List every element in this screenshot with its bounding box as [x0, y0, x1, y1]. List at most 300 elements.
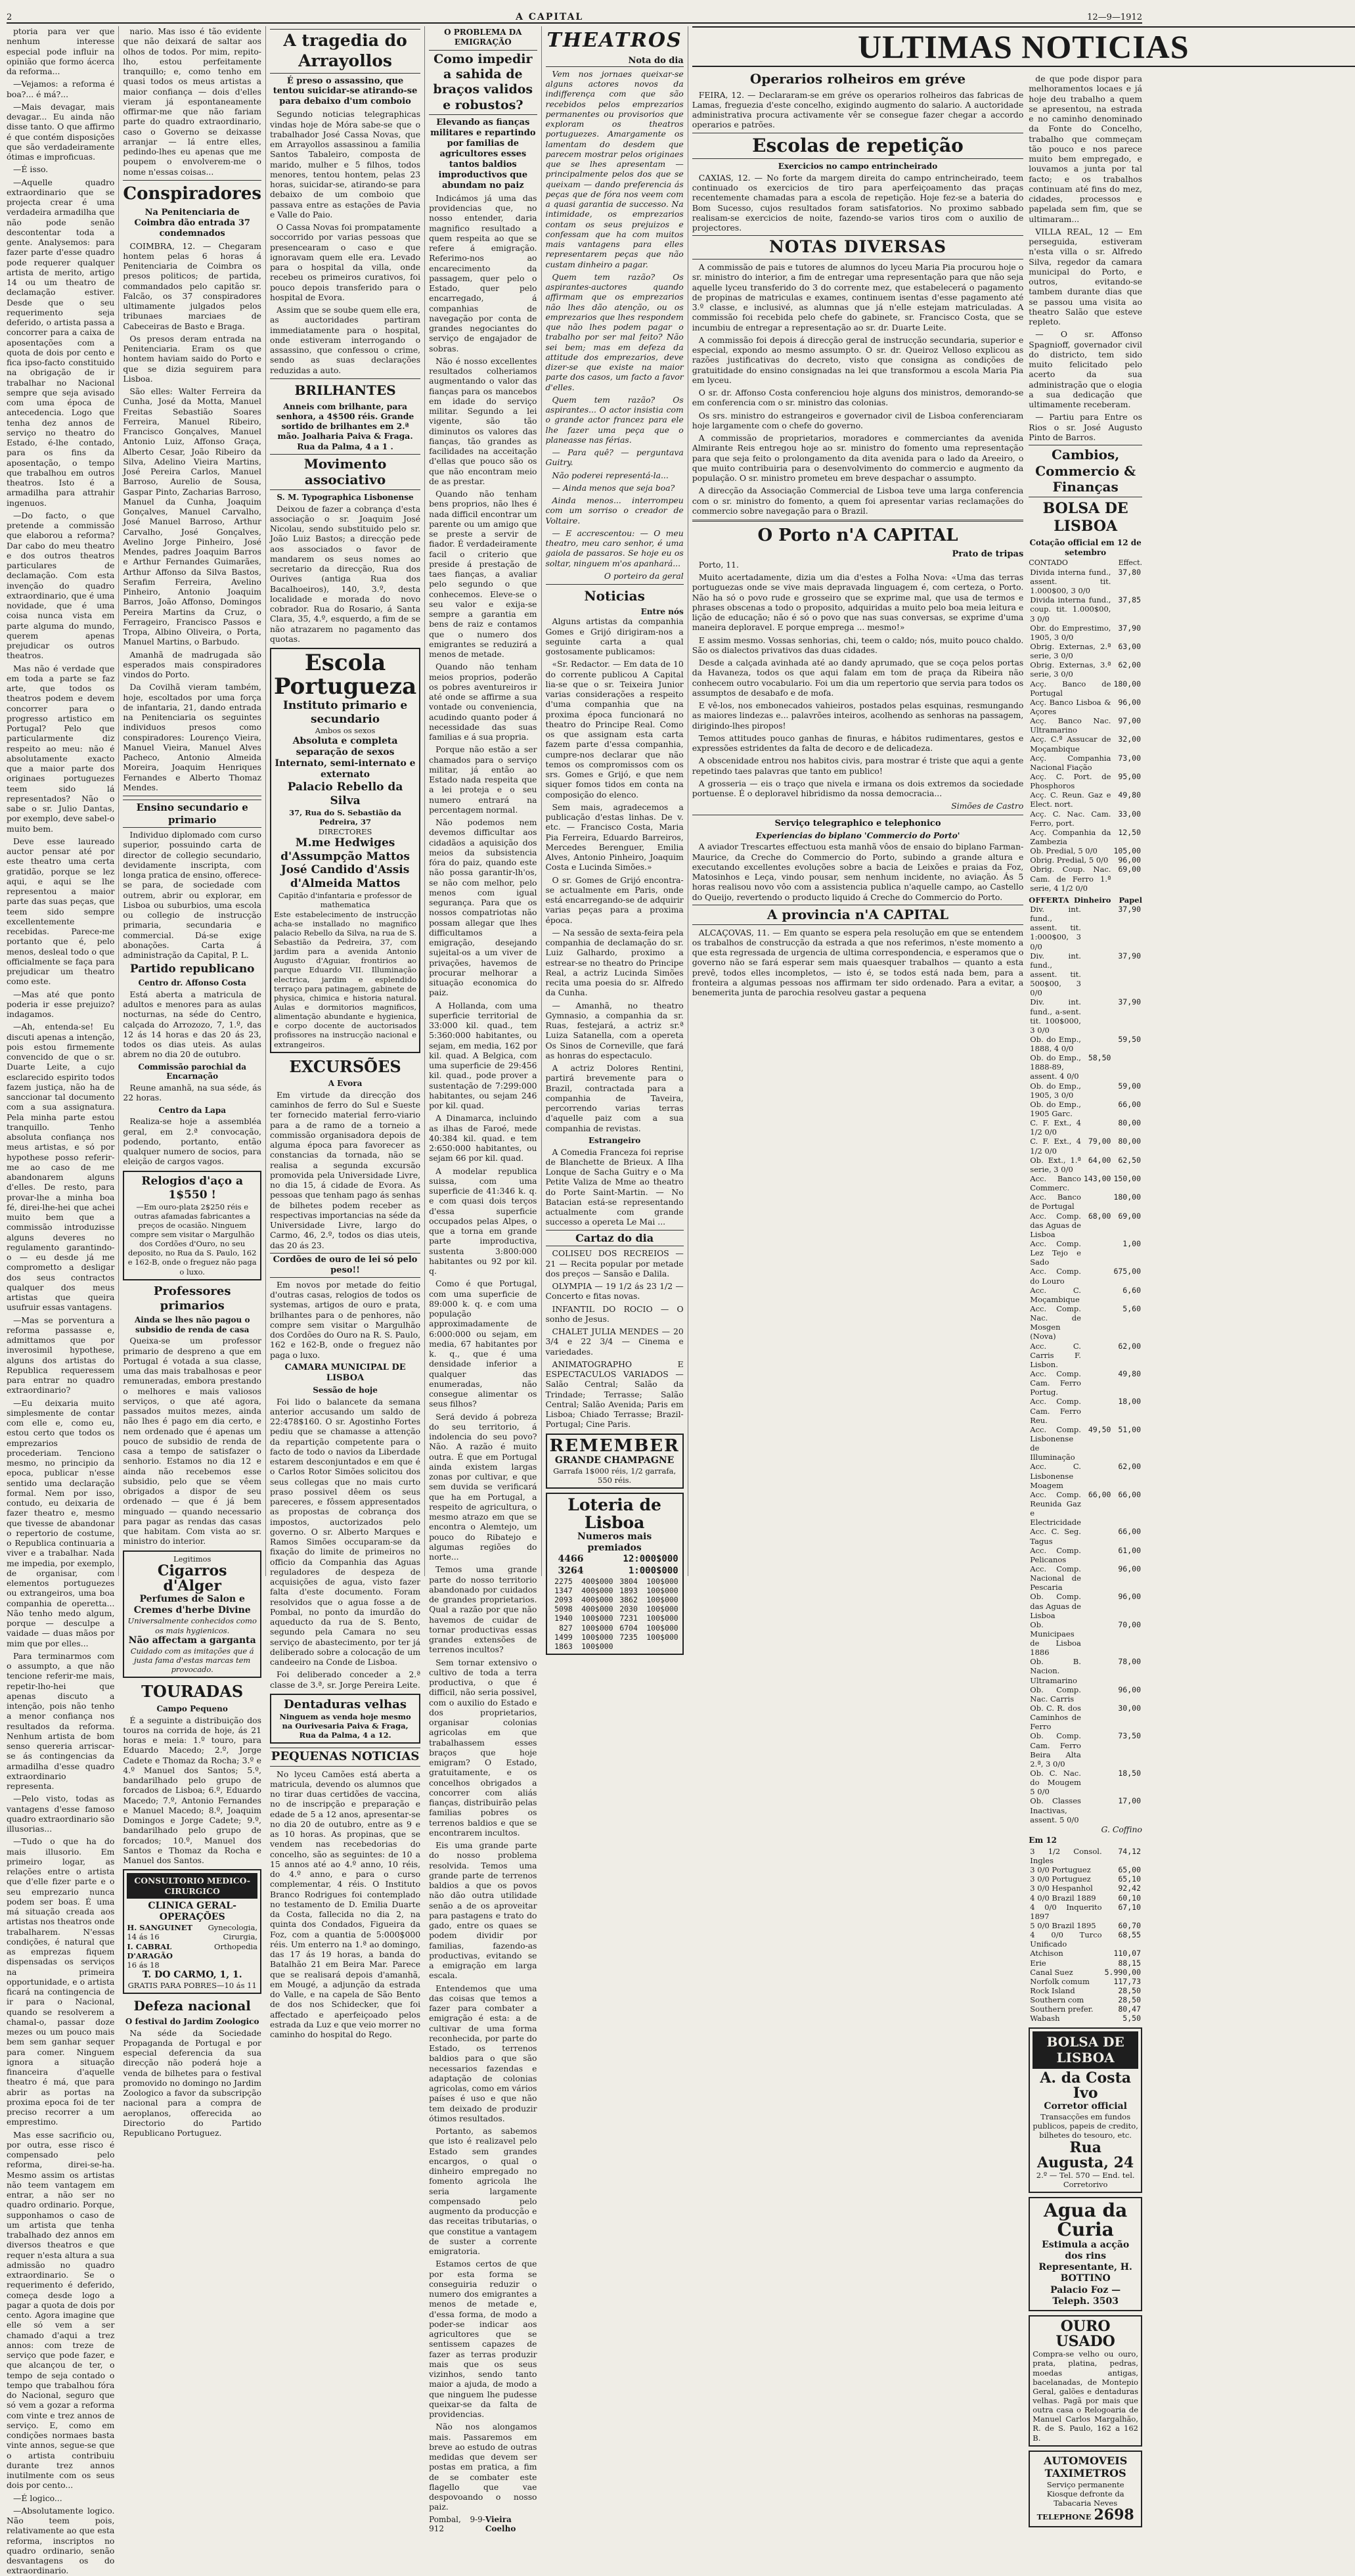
escola-sub5: Palacio Rebello da Silva: [287, 780, 403, 808]
porto-paragraph: A grosseria — eis o traço que nivela e irmana os dois extremos da sociedade portuense. É o deploravel hibridismo da nossa democracia...: [692, 778, 1024, 799]
defeza-text: Na séde da Sociedade Propaganda de Portugal e por especial deferencia da sua direcção não poderá hoje a venda de bilhetes para o festival promovido no domingo no Jardim Zoologico a favor da subscripção nacional para a compra de aeroplanos, offerecida ao Directorio do Partido Republicano Portuguez.: [123, 2027, 261, 2138]
theatros-paragraph: Não poderei representá-la...: [552, 470, 669, 480]
interview-paragraph: —Pelo visto, todas as vantagens d'esse famoso quadro extraordinario são illusorias...: [7, 1794, 115, 1834]
conspiradores-paragraph: Amanhã de madrugada são esperados mais conspiradores vindos do Porto.: [123, 649, 261, 680]
contado-row-cell: 32,00: [1118, 734, 1141, 744]
em12-row: [1029, 1930, 1142, 1949]
offerta-row-cell: Acc. Comp. do Louro: [1030, 1267, 1081, 1286]
offerta-row: [1029, 1035, 1142, 1053]
interview-paragraph: Mas esse sacrificio ou, por outra, esse risco é compensado pelo reforma, direi-se-ha. Mesmo assim os artistas não teem vantagem em entrar, a não ser no quadro ordinario. Porque, supponhamos o caso de um artista que tenha trabalhado dez annos em diversos theatros e que requer n'esta altura a sua admissão no quadro extraordinario. Se o requerimento é deferido, começa desde logo a pagar a quota de dois por cento. Agora imagine que elle só vem a ser chamado d'aqui a trez annos: com treze de serviço que pode fazer, e que alcançou de ter, o tempo de seja contado o tempo que trabalhou fóra do Nacional, seguro que só vem a gozar a reforma com vinte e trez annos de serviço. E, como em condições normaes basta vinte annos, segue-se que o artista contribuiu durante trez annos inutilmente com os seus dois por cento...: [7, 2129, 115, 2491]
em12-row: [1029, 1968, 1142, 1977]
loteria-row-cell: 100$000: [646, 1623, 678, 1633]
escola-dir1: M.me Hedwiges d'Assumpção Mattos: [280, 836, 410, 863]
theatros-paragraph: Quem tem razão? Os aspirantes-auctores quando affirmam que os emprezarios não lhes dão atenção, ou os emprezarios que lhes respondem que não lhes podem pagar o trabalho por ser mal feito? Não sei bem; mas em defeza da attitude dos emprezarios, deve dizer-se que existe na maior parte dos casos, um facto a favor d'elles.: [545, 271, 684, 392]
offerta-row: [1029, 1137, 1142, 1155]
provincia-text: ALCAÇOVAS, 11. — Em quanto se espera pela resolução em que se entendem os trabalhos de construcção da estrada a que nos referimos, n'este momento a que esta regressada de urgencia de ultima correspondencia, e esperamos que o governo não se fará esperar sem mais quaesquer trabalhos — quanto a esta prevê, todos elles incompletos, — isto é, se todos está nada bem, para a fronteira a algumas pessoas nos affirmam ter sido ordenado. Para a evitar, a benemerita junta de parochia resolveu gastar a pequena: [692, 927, 1024, 998]
contado-row: [1029, 772, 1142, 790]
notas-paragraph: O sr. dr. Affonso Costa conferenciou hoje alguns dos ministros, demorando-se em conferencia com o sr. ministro das colonias.: [692, 388, 1024, 408]
loteria-first-row-cell: 4466: [558, 1554, 584, 1565]
loteria-row-cell: 6704: [619, 1623, 638, 1633]
noticias-paragraph: Alguns artistas da companhia Gomes e Grijó dirigiram-nos a seguinte carta a qual gostosamente publicamos:: [545, 616, 684, 657]
loteria-row-cell: 3862: [619, 1595, 638, 1605]
emigracao-paragraph: A Hollanda, com uma superficie territorial de 33:000 kil. quad., tem 5:360:000 habitantes, ou sejam, em media, 162 por kil. quad. A Belgica, com uma superficie de 29:456 kil. quad., pode prover a sustentação de 7:299:000 habitantes, ou sejam 246 por kil. quad.: [429, 1000, 537, 1111]
offerta-row: [1029, 1239, 1142, 1267]
offerta-row-cell: Acc. Comp. Nacional de Pescaria: [1030, 1564, 1081, 1593]
pequenas-text: No lyceu Camões está aberta a matricula, devendo os alumnos que no tirar duas certidões de vaccina, no de inscripção e preparação e edade de 5 a 12 anos, apresentar-se no dia 20 de outubro, entre as 9 e as 10 horas. As propinas, que se vendem nas recebedorias do concelho, são as seguintes: de 10 a 15 annos até ao 4.º anno, 10 réis, do 4.º anno, e para o curso complementar, 4 réis. O Instituto Branco Rodrigues foi contemplado no testamento de D. Emilia Duarte da Costa, fallecida no dia 2, na quinta dos Condados, Figueira da Foz, com a quantia de 5:000$000 réis. Um enterro na 1.ª ao domingo, das 17 ás 19 horas, a banda do Batalhão 21 em Beira Mar. Parece que se realisará depois d'amanhã, em Mougé, a adjunção da estrada do Valle, e na capela de São Bento de dos nos Schidecker, que foi affectado e aperfeiçoado pelos estrada da Luz e que veio morrer no caminho do hospital do Rego.: [269, 1769, 421, 2040]
loteria-row-cell: 100$000: [581, 1641, 613, 1651]
offerta-row-cell: Ob. do Emp., 1888-89, assent. 4 0/0: [1030, 1053, 1081, 1081]
offerta-row-cell: [1082, 1118, 1113, 1137]
em12-title: Em 12: [1029, 1836, 1057, 1845]
curia-line1: Estimula a acção dos rins: [1042, 2239, 1130, 2262]
loteria-ad: [546, 1493, 684, 1655]
bolsa-ad-addr2: 2.º — Tel. 570 — End. tel. Corretorivo: [1036, 2170, 1135, 2189]
offerta-row: [1029, 1704, 1142, 1731]
em12-row-cell: 60,70: [1118, 1921, 1141, 1930]
telegraphico-headline: Serviço telegraphico e telephonico: [774, 818, 941, 828]
loteria-row-cell: 5098: [554, 1604, 573, 1614]
offerta-row-cell: 150,00: [1113, 1174, 1141, 1184]
offerta-row-cell: 62,00: [1118, 1341, 1141, 1351]
excursoes-sub: A Evora: [328, 1079, 363, 1089]
em12-row-cell: 5,50: [1122, 2014, 1141, 2023]
em12-row-cell: 4 0/0 Inquerito 1897: [1030, 1902, 1102, 1921]
escolas-sub: Exercicios no campo entrincheirado: [778, 162, 938, 171]
right-top-text: de que pode dispor para melhoramentos locaes e já hoje deu trabalho a quem se apresentou, na estrada e no caminho denominado da Fonte do Concelho, trabalho que commeçam tão pouco e nos parece muito bem empregado, e louvamos a junta por tal facto; e os trabalhos continuam até fins do mez, cidades, processos e papelada sem fim, que se ultimaram...: [1029, 74, 1142, 224]
contado-row-cell: Acç. C. Nac. Cam. Ferro, port.: [1030, 809, 1111, 828]
theatros-paragraph: — Ainda menos que seja boa?: [552, 482, 675, 493]
theatros-paragraph: Vem nos jornaes queixar-se alguns actores novos da indifferença com que são recebidos pelos emprezarios permanentes ou provisorios que exploram os theatros portuguezes. Amargamente os lamentam do desdem que parecem mostrar pelos originaes que se lhes apresentam — principalmente pelos dos que se queixam — dando preferencia ás peças que de fóra nos veem com a quasi garantia de successo. Na intimidade, os emprezarios contam os seus prejuizos e confessam que ha com muitos mais vantagens para elles representarem peças que não custam dinheiro a pagar.: [545, 68, 684, 269]
offerta-row: [1029, 997, 1142, 1035]
contado-row: [1029, 734, 1142, 753]
consultorio-ad: [123, 1869, 261, 1994]
offerta-row-cell: 59,50: [1118, 1034, 1141, 1044]
tragedia-paragraph: O Cassa Novas foi prompatamente soccorrido por varias pessoas que presencearam o caso e que ignoravam quem elle era. Levado para o hospital da villa, onde recebeu os primeiros curativos, foi pouco depois transferido para o hospital de Evora.: [269, 222, 421, 302]
emigracao-headline: Como impedir a sahida de braços validos e robustos?: [429, 50, 537, 115]
offerta-row-cell: 80,00: [1118, 1137, 1141, 1146]
professores-subtitle: Ainda se lhes não pagou o subsidio de renda de casa: [134, 1315, 250, 1334]
offerta-row: [1029, 1174, 1142, 1192]
noticias-paragraph: A actriz Dolores Rentini, partirá brevemente para o Brazil, contractada para a companhia de Taveira, percorrendo varias terras d'aquelle paiz com a sua companhia de revistas.: [545, 1063, 684, 1133]
offerta-row-cell: 68,00: [1088, 1211, 1111, 1221]
theatros-headline: THEATROS: [546, 29, 682, 52]
em12-row-cell: 68,55: [1118, 1930, 1141, 1940]
interview-paragraph: —É logico...: [13, 2493, 62, 2503]
consultorio-title: CONSULTORIO MEDICO-CIRURGICO: [127, 1873, 257, 1899]
remember-sub: GRANDE CHAMPAGNE: [554, 1455, 675, 1466]
em12-row: [1029, 1995, 1142, 2004]
relogios-title: Relogios d'aço a 1$550 !: [141, 1174, 244, 1202]
offerta-row-cell: [1082, 1192, 1113, 1211]
column-4: [429, 26, 541, 2534]
loteria-first-row: [550, 1566, 680, 1577]
offerta-row: [1029, 1100, 1142, 1118]
conspiradores-subtitle: Na Penitenciaria de Coimbra dão entrada 37 condemnados: [134, 207, 250, 238]
offerta-row: [1029, 1369, 1142, 1397]
contado-row-cell: Acç. C.ª Assucar de Moçambique: [1030, 734, 1111, 754]
contado-row-cell: Obrig. Externas, 2.ª serie, 3 0/0: [1030, 642, 1111, 661]
partiu-text: — Partiu para Entre os Rios o sr. José Augusto Pinto de Barros.: [1029, 412, 1142, 442]
em12-row-cell: Wabash: [1030, 2014, 1060, 2023]
conspiradores-paragraph: Da Covilhã vieram também, hoje, escoltados por uma força de infantaria, 21, dando entrada na Penitenciaria os seguintes individuos presos como conspiradores: Lourenço Vieira, Manuel Vieira, Manuel Alves Pacheco, Antonio Almeida Moreira, Joaquim Henriques Fernandes e Alberto Thomaz Mendes.: [123, 682, 261, 792]
loteria-row-cell: 1940: [554, 1614, 573, 1623]
escolas-headline: Escolas de repetição: [692, 133, 1024, 159]
offerta-row: [1029, 1286, 1142, 1304]
camara-sub: Sessão de hoje: [313, 1385, 378, 1395]
offerta-row-cell: Ob. Ext., 1.ª serie, 3 0/0: [1030, 1155, 1081, 1174]
offerta-row-cell: Ob. B. Nacion. Ultramarino: [1030, 1657, 1081, 1685]
dentaduras-ad: [270, 1694, 420, 1744]
excursoes-text: Em virtude da direcção dos caminhos de ferro do Sul e Sueste ter fornecido material ferro-viario para a de ramo de a torneio a commissão organisadora depois de alguma época para favorecer as constancias da tornada, não se realisa a segunda excursão promovida pela Universidade Livre, no dia 15, á cidade de Evora. As pessoas que tenham pago ás senhas de bilhetes podem receber as respectivas importancias na séde da Universidade Livre, largo do Carmo, 46, 2.º, todos os dias uteis, das 20 ás 23.: [269, 1089, 421, 1250]
cigarros-line2: Universalmente conhecidos como os mais hygienicos.: [127, 1616, 257, 1635]
offerta-row-cell: [1082, 1769, 1113, 1796]
partido-sub1: Centro dr. Affonso Costa: [138, 978, 246, 988]
offerta-row-cell: Ob. Comp. Cam. Ferro Beira Alta 2.ª, 3 0/0: [1030, 1731, 1081, 1769]
ensino-text: Individuo diplomado com curso superior, possuindo carta de director de collegio secundario, devidamente inscripta, com longa pratica de ensino, offerece-se para, de sociedade com outrem, abrir ou explorar, em Lisboa ou suburbios, uma escola ou collegio de instrucção primaria, secundaria e commercial. Dá-se exige abonações. Carta á administração da Capital, P. L.: [123, 830, 261, 960]
interview-paragraph: —Tudo o que ha do mais illusorio. Em primeiro logar, as relações entre o artista que d'elle fizer parte e o seu emprezario nunca podem ser boas. É uma má situação creada aos artistas nos theatros onde trabalharem. N'essas condições, é natural que as emprezas fiquem dispensadas os serviços na primeira opportunidade, e o artista ficará na contingencia de ir para o Nacional, quando se resolverem a chamal-o, passar doze mezes ou um pouco mais bem sem ganhar sequer para comer. Ninguem ignora a situação financeira d'aquelle theatro é má, que para abrir as portas na proxima epoca foi de ter preciso recorrer a um emprestimo.: [7, 1836, 115, 2127]
emigracao-paragraph: Portanto, as sabemos que isto é realizavel pelo Estado sem grandes encargos, o qual o dinheiro empregado no fomento agricola lhe seria largamente compensado pelo augmento da producção e das receitas tributarias, o que constitue a vantagem de suster a corrente emigratoria.: [429, 2126, 537, 2257]
offerta-row-cell: [1082, 1731, 1113, 1769]
right-2-text: — O sr. Affonso Spagnioff, governador civil do districto, tem sido muito felicitado pelo acerto da sua administração que o elogia a sua dedicação que ultimamente receberam.: [1029, 329, 1142, 409]
offerta-row-cell: [1082, 1462, 1113, 1489]
provincia-headline: A provincia n'A CAPITAL: [692, 905, 1024, 925]
loteria-row: [550, 1642, 680, 1651]
emigracao-paragraph: Indicámos já uma das providencias que, no nosso entender, daria magnifico resultado a quem respeita ao que se refere á emigração. Referimo-nos ao encarecimento da passagem, quer pelo o Estado, quer pelo encarregado, á companhias de navegação por conta de grandes negociantes do serviço de engajador de sobras.: [429, 192, 537, 353]
offerta-row-cell: [1082, 1564, 1113, 1592]
emigracao-paragraph: Não é nosso excellentes resultados colheriamos augmentando o valor das fianças para os mancebos em idade do serviço militar. Segundo a lei vigente, são tão diminutos os valores das fianças, tão grandes as facilidades na acceitação d'ellas que pouco são os que não encontram meio de as prestar.: [429, 355, 537, 486]
emigracao-paragraph: Não podemos nem devemos difficultar aos cidadãos a aquisição dos meios da subsistencia fóra do paiz, quando este não possa garantir-lh'os, se não com melhor, pelo menos com igual segurança. Para que os nossos compatriotas não possam allegar que lhes difficultamos a emigração, desejando sujeital-os a um viver de privações, havemos de procurar melhorar a situação economica do paiz.: [429, 817, 537, 998]
offerta-row: [1029, 1769, 1142, 1796]
offerta-row-cell: 143,00: [1083, 1174, 1111, 1184]
offerta-row-cell: 78,00: [1118, 1657, 1141, 1667]
noticias-paragraph: O sr. Gomes de Grijó encontra-se actualmente em Paris, onde está encarregando-se de adquirir varias peças para a proxima época.: [545, 874, 684, 925]
effect-label: Effect.: [1118, 558, 1142, 568]
offerta-row-cell: 79,00: [1088, 1137, 1111, 1146]
loteria-prize-table: [550, 1577, 680, 1651]
partido-text2: Reune amanhã, na sua séde, ás 22 horas.: [123, 1083, 261, 1103]
theatros-paragraph: — E accrescentou: — O meu theatro, meu caro senhor, é uma gaiola de passaros. Se hoje eu os soltar, ninguem m'os apanhará...: [545, 528, 684, 568]
contado-row-cell: 95,00: [1118, 771, 1141, 781]
em12-row-cell: 67,10: [1118, 1902, 1141, 1912]
contado-row-cell: Obr. do Emprestimo, 1905, 3 0/0: [1030, 623, 1111, 642]
offerta-row: [1029, 1304, 1142, 1342]
emigracao-place: Pombal, 9-9-912: [429, 2514, 485, 2534]
em12-row: [1029, 1958, 1142, 1968]
interview-paragraph: —Mais devagar, mais devagar... Eu ainda não disse tanto. O que affirmo é que contém disposições que são verdadeiramente ótimas e improficuas.: [7, 101, 115, 162]
offerta-row-cell: Acc. C. Lisbonense Moagem: [1030, 1462, 1081, 1490]
em12-row: [1029, 1847, 1142, 1865]
offerta-row-cell: Ob. Comp. Nac. Carris: [1030, 1684, 1081, 1704]
operarios-text: FEIRA, 12. — Declararam-se em gréve os operarios rolheiros das fabricas de Lamas, freguezia d'este concelho, exigindo augmento do salario. A auctoridade administrativa procura activamente vêr se consegue fazer chegar a accordo operarios e patrões.: [692, 89, 1024, 130]
porto-paragraph: Muito acertadamente, dizia um dia d'estes a Folha Nova: «Uma das terras portuguezas onde se vive mais depravada linguagem é, com certeza, o Porto. Não ha só o povo rude e grosseiro que se exprime mal, que usa de termos e phrases obscenas a todo o proposito, adquiridas a muito pelo boa meia leitura e lição de educação; não é só o povo que nas suas conversas, se exprime d'uma maneira deploravel. E porque emprega ... mesmo!»: [692, 572, 1024, 633]
offerta-row-cell: Acc. C. Seg. Tagus: [1030, 1527, 1081, 1546]
escola-sub6: 37, Rua do S. Sebastião da Pedreira, 37: [289, 808, 401, 827]
professores-headline: Professores primarios: [153, 1284, 231, 1313]
consultorio-free: GRATIS PARA POBRES—10 ás 11: [127, 1981, 257, 1991]
contado-row-cell: 49,80: [1118, 790, 1141, 800]
emigracao-subtitle: Elevando as fianças militares e repartindo por familias de agricultores esses tantos baldios improductivos que abundam no paiz: [430, 117, 536, 191]
porto-sub: Prato de tripas: [952, 549, 1024, 559]
movimento-headline: Movimento associativo: [270, 454, 420, 490]
bolsa-ad-role: Corretor official: [1044, 2100, 1127, 2112]
bolsa-ad-text: Transacções em fundos publicos, papeis de credito, bilhetes do tesouro, etc.: [1033, 2112, 1138, 2140]
loteria-row-cell: 100$000: [581, 1614, 613, 1623]
em12-row: [1029, 1986, 1142, 1995]
offerta-row-cell: C. F. Ext., 4 1/2 0/0: [1030, 1137, 1081, 1156]
auto-sub: Serviço permanente: [1046, 2480, 1124, 2490]
offerta-row-cell: 61,00: [1118, 1545, 1141, 1555]
consultorio-doc2-hours: 16 ás 18: [127, 1960, 160, 1970]
offerta-row-cell: Div. int. fund., assent. tit. 500$00, 3 0/0: [1030, 951, 1081, 998]
em12-row-cell: 3 0/0 Portuguez: [1030, 1865, 1091, 1875]
escola-dir2: José Candido d'Assis d'Almeida Mattos: [280, 863, 410, 891]
offerta-row-cell: Ob. C. Nac. do Mougem 5 0/0: [1030, 1769, 1081, 1797]
loteria-first-row: [550, 1554, 680, 1565]
auto-tel: 2698: [1094, 2506, 1134, 2524]
interview-paragraph: —Vejamos: a reforma é boa?... é má?...: [7, 79, 115, 99]
loteria-row-cell: 1347: [554, 1585, 573, 1595]
offerta-row: [1029, 1397, 1142, 1424]
em12-row-cell: 110,07: [1113, 1949, 1141, 1958]
offerta-row-cell: Acc. Comp. Lisbonense de Illuminação: [1030, 1424, 1081, 1462]
offerta-row-cell: [1082, 1592, 1113, 1619]
loteria-row-cell: 100$000: [581, 1632, 613, 1642]
offerta-row-cell: [1082, 1369, 1113, 1397]
noticias-paragraph: — Na sessão de sexta-feira pela companhia de declamação do sr. Luiz Galhardo, proximo a estrear-se no theatro do Principe Real, a actriz Lucinda Simões recita uma poesia do sr. Alfredo da Cunha.: [545, 927, 684, 998]
page-header: [7, 5, 1142, 24]
interview-paragraph: Deve esse laureado auctor pensar até por este theatro uma certa gratidão, porque se lez aqui, e aqui se lhe representou a maior parte das suas peças, que teem sido sempre excellentemente recebidas. Parece-me portanto que é, pelo menos, desleal todo o que officialmente se faça para prejudicar um theatro como este.: [7, 836, 115, 987]
interview-paragraph: Mas não é verdade que em toda a parte se faz arte, que todos os theatros podem e devem concorrer para o progresso artistico em Portugal? Pelo que particularmente diz respeito ao meu: não é absolutamente exacto que a maior parte dos originaes portuguezes teem sido lá representados? Não o sabe o sr. Julio Dantas, por exemplo, deve sabel-o muito bem.: [7, 663, 115, 834]
curia-line3: Palacio Foz — Teleph. 3503: [1050, 2284, 1121, 2307]
em12-row-cell: 117,73: [1113, 1976, 1141, 1986]
pequenas-headline: PEQUENAS NOTICIAS: [270, 1748, 420, 1766]
partido-sub3: Centro da Lapa: [158, 1105, 227, 1115]
contado-row-cell: Acç. Banco Lisboa & Açores: [1030, 697, 1111, 716]
em12-row-cell: 4 0/0 Turco Unificado: [1030, 1930, 1102, 1949]
offerta-row: [1029, 905, 1142, 951]
offerta-row: [1029, 1527, 1142, 1545]
loteria-row-cell: 7231: [619, 1614, 638, 1623]
offerta-row-cell: Ob. Classes Inactivas, assent. 5 0/0: [1030, 1796, 1081, 1824]
cigarros-ad: [123, 1550, 261, 1679]
emigracao-paragraph: A modelar republica suissa, com uma superficie de 41:346 k. q. e com quasi dois terços d'essa superficie occupados pelas Alpes, o que a torna em grande parte improductiva, sustenta 3:800:000 habitantes ou 92 por kil. q.: [429, 1165, 537, 1277]
em12-row-cell: Southern com: [1030, 1995, 1084, 2005]
em12-row: [1029, 1921, 1142, 1930]
porto-paragraph: E vê-los, nos embonecados vahieiros, postados pelas esquinas, resmungando as maiores lindezas e... palavrões inteiros, acolhendo as senhoras na passagem, dirigindo-lhes piropos!: [692, 700, 1024, 731]
em12-row-cell: 3 0/0 Portuguez: [1030, 1874, 1091, 1884]
loteria-first-row-cell: 1:000$000: [628, 1565, 678, 1576]
offerta-row-cell: 51,00: [1118, 1424, 1141, 1434]
offerta-row-cell: 66,00: [1118, 1527, 1141, 1537]
offerta-row-cell: [1082, 1527, 1113, 1545]
offerta-row-cell: 69,00: [1118, 1211, 1141, 1221]
contado-row-cell: 96,00: [1118, 855, 1141, 865]
offerta-table: [1029, 905, 1142, 1824]
loteria-row-cell: [615, 1642, 639, 1651]
consultorio-doc1: H. SANGUINET: [127, 1923, 193, 1933]
contado-row-cell: Acç. Companhia Nacional Fiação: [1030, 753, 1111, 772]
offerta-row-cell: Ob. Comp. das Aguas de Lisboa: [1030, 1592, 1081, 1620]
ouro-title: OURO USADO: [1055, 2318, 1115, 2351]
contado-row-cell: Acç. C. Reun. Gaz e Elect. nort.: [1030, 790, 1111, 809]
cigarros-line3: Não affectam a garganta: [128, 1635, 256, 1646]
loteria-row-cell: 3804: [619, 1576, 638, 1586]
cigarros-line1: Perfumes de Salon e Cremes d'herbe Divine: [133, 1593, 251, 1616]
contado-label: CONTADO: [1029, 558, 1068, 568]
offerta-row: [1029, 1118, 1142, 1137]
offerta-row-cell: Ob. do Emp., 1888, 4 0/0: [1030, 1034, 1081, 1054]
offerta-row: [1029, 1342, 1142, 1369]
contado-row-cell: 69,00: [1118, 865, 1141, 874]
cartaz-item: CHALET JULIA MENDES — 20 3/4 e 22 3/4 — Cinema e variedades.: [545, 1326, 684, 1357]
offerta-row: [1029, 1462, 1142, 1489]
offerta-row-cell: 66,00: [1118, 1099, 1141, 1109]
interview-paragraph: —Eu deixaria muito simplesmente de contar com elle e, como eu, estou certo que todos os emprezarios procederiam. Tenciono mesmo, no principio da epoca, publicar n'esse sentido uma declaração formal. Nem por isso, contudo, eu deixaria de fazer theatro e, mesmo que tivesse de abandonar o repertorio de costume, o Republica continuaria a viver e a trabalhar. Nada me impedia, por exemplo, de organisar, com elementos portuguezes ou extrangeiros, uma boa companhia de operetta... Não tenho medo algum, porque — desculpe a vaidade — duas mãos por mim que por elles...: [7, 1397, 115, 1648]
em12-row: [1029, 1903, 1142, 1921]
contado-row-cell: Acç. Companhia da Zambezia: [1030, 827, 1111, 846]
contado-table: [1029, 568, 1142, 893]
touradas-text: É a seguinte a distribuição dos touros na corrida de hoje, ás 21 horas e meia: 1.º touro, para Eduardo Macedo; 2.º, Jorge Cadete e Thomaz da Rocha; 3.º e 4.º Manuel dos Santos; 5.º, bandarilhado pelo grupo de forcados de Lisboa; 6.º, Eduardo Macedo; 7.º, Antonio Fernandes e Manuel Macedo; 8.º, Joaquim Domingos e Jorge Cadete; 9.º, bandarilhado pelo grupo de forcados; 10.º, Manuel dos Santos e Thomaz da Rocha e Manuel dos Santos.: [123, 1715, 261, 1866]
porto-paragraph: Temos attitudes pouco ganhas de finuras, e hábitos rudimentares, gestos e expressões estridentes da falta de decoro e de delicadeza.: [692, 733, 1024, 754]
offerta-row-cell: 59,00: [1118, 1081, 1141, 1091]
contado-row: [1029, 846, 1142, 855]
loteria-row-cell: 2093: [554, 1595, 573, 1605]
escola-sub7: DIRECTORES: [318, 826, 372, 836]
offerta-row: [1029, 1546, 1142, 1564]
offerta-row: [1029, 1731, 1142, 1769]
interview-paragraph: ptoria para ver que nenhum interesse especial pode influir na opinião que formo ácerca da reforma...: [7, 26, 115, 76]
contado-row: [1029, 642, 1142, 660]
touradas-headline: TOURADAS: [141, 1682, 244, 1702]
emigracao-paragraph: Quando não tenham meios proprios, poderão os pobres aventureiros ir até onde se affirme a sua vontade ou conveniencia, acudindo quanto poder á necessidade das suas familias e á sua propria.: [429, 662, 537, 742]
loteria-first-row-cell: 3264: [558, 1565, 584, 1576]
consultorio-doc2: I. CABRAL D'ARAGÃO: [127, 1941, 173, 1960]
operarios-headline: Operarios rolheiros em gréve: [749, 71, 966, 87]
brilhantes-headline: BRILHANTES: [294, 382, 396, 398]
contado-row: [1029, 568, 1142, 595]
escola-dir-note: Capitão d'infantaria e professor de mathematica: [278, 891, 412, 910]
offerta-row: [1029, 1267, 1142, 1285]
emigracao-paragraph: Eis uma grande parte do nosso problema resolvida. Temos uma grande parte de terrenos baldios a que os povos não dão outra utilidade senão a de os aproveitar para pastagens e trato do gado, entre os quaes se podem dividir por familias, fazendo-as productivas, evitando se a emigração em larga escala.: [429, 1840, 537, 1981]
contado-row-cell: Ob. Predial, 5 0/0: [1030, 846, 1098, 856]
contado-row-cell: 37,85: [1118, 595, 1141, 605]
cartaz-item: INFANTIL DO ROCIO — O sonho de Jesus.: [545, 1303, 684, 1324]
offerta-row-cell: [1082, 1286, 1113, 1304]
offerta-row-cell: Acc. C. Moçambique: [1030, 1285, 1081, 1304]
remember-ad: [546, 1434, 684, 1489]
loteria-row-cell: 827: [559, 1623, 573, 1633]
em12-row-cell: Norfolk comum: [1030, 1976, 1090, 1986]
em12-row-cell: 65,10: [1118, 1874, 1141, 1884]
em12-row-cell: 74,12: [1118, 1846, 1141, 1856]
porto-signature: Simões de Castro: [951, 801, 1024, 811]
emigracao-paragraph: Como é que Portugal, com uma superficie de 89:000 k. q. e com uma população approximadamente de 6:000:000 ou sejam, em media, 67 habitantes por k. q., que é uma densidade inferior a qualquer das enumeradas, não consegue alimentar os seus filhos?: [429, 1278, 537, 1409]
em12-row-cell: 5 0/0 Brazil 1895: [1030, 1921, 1096, 1930]
offerta-row-cell: 70,00: [1118, 1619, 1141, 1629]
emigracao-paragraph: Porque não estão a ser chamados para o serviço militar, já então ao Estado nada respeita que a lei proteja e o seu numero entrará na percentagem normal.: [429, 744, 537, 815]
noticias-headline: Noticias: [584, 588, 645, 604]
offerta-row-cell: [1082, 1397, 1113, 1424]
offerta-row-cell: 64,00: [1088, 1155, 1111, 1165]
contado-row-cell: 97,00: [1118, 716, 1141, 726]
offerta-row: [1029, 1490, 1142, 1527]
notas-paragraph: A commissão de pais e tutores de alumnos do lyceu Maria Pia procurou hoje o sr. ministro do interior, a fim de entregar uma representação para que não seja aquelle lyceu transferido do 3 do corrente mez, que estabelecerá o pagamento de propinas de matriculas e exames, continuem isentas d'esse pagamento até 3.º classe, e inclusivé, as alumnas que já n'elle estejam matriculadas. A commissão foi recebida pelo chefe do gabinete, sr. Francisco Costa, que se incumbiu de entregar a representação ao sr. dr. Duarte Leite.: [692, 262, 1024, 332]
em12-table: [1029, 1847, 1142, 2023]
camara-text2: Foi deliberado conceder a 2.ª classe de 3.ª, sr. Jorge Pereira Leite.: [269, 1669, 421, 1690]
emigracao-paragraph: Não nos alongamos mais. Passaremos em breve ao estudo de outras medidas que devem ser postas em pratica, a fim de se combater este flagello que vae despovoando o nosso paiz.: [429, 2422, 537, 2512]
em12-row-cell: Southern prefer.: [1030, 2004, 1094, 2014]
contado-row-cell: Divida interna fund., assent. tit. 1.000$00, 3 0/0: [1030, 567, 1111, 596]
auto-tel-label: TELEPHONE: [1036, 2512, 1092, 2522]
offerta-row-cell: 30,00: [1118, 1704, 1141, 1713]
curia-title: Agua da Curia: [1044, 2200, 1128, 2241]
porto-paragraph: A obscenidade entrou nos habitos civis, para mostrar é triste que aqui a gente repetindo taes palavras que tanto em publico!: [692, 756, 1024, 776]
em12-row: [1029, 2014, 1142, 2023]
contado-row-cell: 73,00: [1118, 753, 1141, 763]
em12-row-cell: 3 1/2 Consol. Ingles: [1030, 1846, 1102, 1866]
offerta-row-cell: Ob. C. R. dos Caminhos de Ferro: [1030, 1704, 1081, 1732]
offerta-row: [1029, 1592, 1142, 1619]
offerta-row-cell: Acc. Comp. Cam. Ferro Reu.: [1030, 1397, 1081, 1425]
em12-row-cell: 28,50: [1118, 1995, 1141, 2005]
tragedia-paragraph: Assim que se soube quem elle era, as auctoridades partiram immediatamente para o hospital, onde estiveram interrogando o assassino, que confessou o crime, sendo as suas declarações reduzidas a auto.: [269, 305, 421, 375]
em12-row-cell: 80,47: [1118, 2004, 1141, 2014]
offerta-row-cell: [1082, 1546, 1113, 1564]
em12-row-cell: 88,15: [1118, 1958, 1141, 1968]
em12-row-cell: 3 0/0 Hespanhol: [1030, 1884, 1093, 1893]
porteiro-signature: O porteiro da geral: [604, 570, 684, 581]
conspiradores-headline: Conspiradores: [123, 183, 261, 204]
escola-sub4: Internato, semi-internato e externato: [275, 758, 416, 780]
em12-row-cell: Atchison: [1030, 1949, 1063, 1958]
villa-real-text: VILLA REAL, 12 — Em perseguida, estiveram n'esta villa o sr. Alfredo Silva, regedor da camara municipal do Porto, e outros, evitando-se tambem durante dias que se passou uma visita ao theatro Salão que esteve repleto.: [1029, 226, 1142, 327]
offerta-row-cell: [1082, 997, 1113, 1035]
dentaduras-text: Ninguem as venda hoje mesmo na Ourivesaria Paiva & Fraga, Rua da Palma, 4 a 12.: [279, 1712, 411, 1740]
porto-headline: O Porto n'A CAPITAL: [757, 526, 958, 546]
escola-sub1: Instituto primario e secundario: [282, 698, 408, 726]
offerta-row-cell: Ob. do Emp., 1905 Garc.: [1030, 1099, 1081, 1119]
escola-ad: [270, 648, 420, 1052]
offerta-row-cell: 1,00: [1122, 1239, 1141, 1249]
noticias-paragraph: — Amanhã, no theatro Gymnasio, a companhia da sr. Ruas, festejará, a actriz sr.ª Luiza Satanella, com a opereta Os Sinos de Corneville, que fará as honras do espectaculo.: [545, 1000, 684, 1060]
consultorio-address: T. DO CARMO, 1, 1.: [142, 1969, 242, 1980]
camara-headline: CAMARA MUNICIPAL DE LISBOA: [284, 1362, 406, 1383]
auto-title: AUTOMOVEIS TAXIMETROS: [1044, 2454, 1128, 2480]
contado-row-cell: Acç. C. Port. de Phosphoros: [1030, 771, 1111, 791]
partido-text1: Está aberta a matricula de adultos e menores para as aulas nocturnas, na séde do Centro, calçada do Arrozozo, 7, 1.º, das 12 ás 14 horas e das 20 ás 23, todos os dias uteis. As aulas abrem no dia 20 de outubro.: [123, 989, 261, 1060]
loteria-row: [550, 1633, 680, 1642]
curia-line2: Representante, H. BOTTINO: [1038, 2262, 1132, 2284]
offerta-row: [1029, 1053, 1142, 1081]
consultorio-doc1-hours: 14 ás 16: [127, 1932, 160, 1942]
offerta-row-cell: Acc. Comp. Lez Tejo e Sado: [1030, 1239, 1081, 1267]
offerta-row-cell: 66,00: [1088, 1489, 1111, 1499]
cigarros-top: Legitimos: [173, 1554, 211, 1564]
offerta-row: [1029, 1657, 1142, 1684]
offerta-row: [1029, 1620, 1142, 1658]
offerta-row-cell: 17,00: [1118, 1796, 1141, 1806]
remember-price: Garrafa 1$000 réis, 1/2 garrafa, 550 réis.: [553, 1466, 677, 1485]
offerta-row-cell: Acc. Comp. Reunida Gaz e Electricidade: [1030, 1489, 1081, 1527]
loteria-row: [550, 1586, 680, 1595]
estrangeiro-text: A Comedia Franceza foi reprise de Blanchette de Brieux. A Ilha Lonque de Sacha Guitry e o Ma Petite Valiza de Mme ao theatro do Porte Saint-Martin. — No Batacian está-se representando actualmente com grande successo a opereta Le Mai ...: [545, 1146, 684, 1227]
loteria-row-cell: 1863: [554, 1641, 573, 1651]
offerta-row-cell: [1082, 905, 1113, 951]
offerta-row-cell: 49,50: [1088, 1424, 1111, 1434]
loteria-row-cell: 100$000: [646, 1604, 678, 1614]
em12-row: [1029, 1977, 1142, 1986]
auto-text: Kiosque defronte da Tabacaria Neves: [1046, 2489, 1124, 2508]
